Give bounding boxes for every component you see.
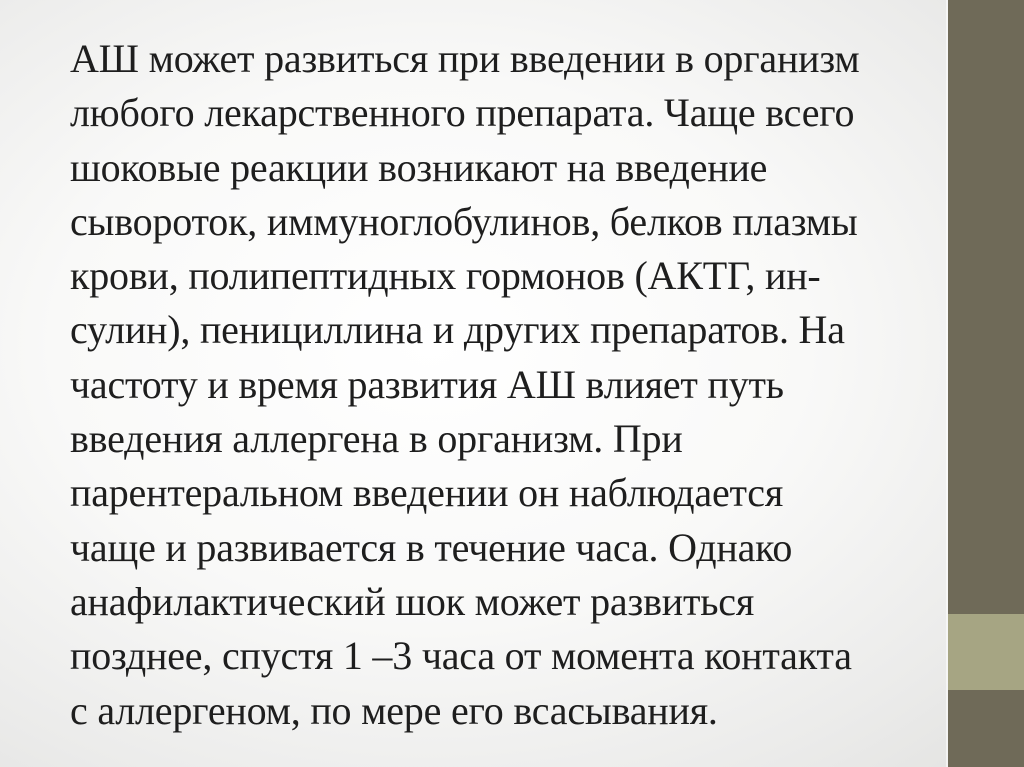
decorative-side-accent xyxy=(948,614,1024,690)
slide-body-text: АШ может развиться при введении в организм любого лекарственного препарата. Чаще всего шоковые реакции возникают на введение сывороток, иммуноглобулинов, белков плазмы крови, полипептидных гормонов (АКТГ, ин- сулин), пенициллина и других препаратов. На частоту и время развития АШ влияет путь введения аллергена в организм. При парентеральном введении он наблюдается чаще и развивается в течение часа. Однако анафилактический шок может развиться позднее, спустя 1 –3 часа от момента контакта с аллергеном, по мере его всасывания. xyxy=(70,36,860,733)
